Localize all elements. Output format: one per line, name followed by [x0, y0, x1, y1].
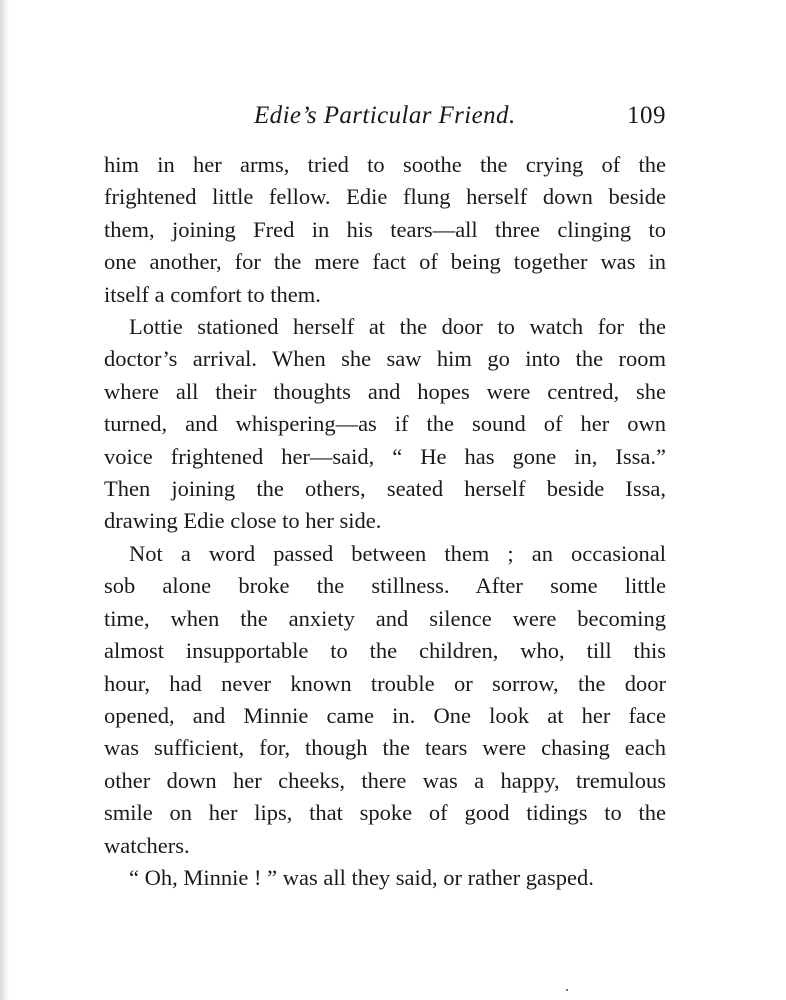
text-line: them, joining Fred in his tears—all three clinging to — [104, 216, 666, 242]
text-line: sob alone broke the stillness. After some little — [104, 573, 666, 599]
text-line: time, when the anxiety and silence were becoming — [104, 605, 666, 631]
text-line: opened, and Minnie came in. One look at her face — [104, 702, 666, 728]
text-line: smile on her lips, that spoke of good tidings to the — [104, 800, 666, 826]
text-line: itself a comfort to them. — [104, 281, 321, 307]
print-speck — [566, 989, 568, 991]
text-line: watchers. — [104, 832, 190, 858]
text-line: one another, for the mere fact of being together was in — [104, 249, 666, 275]
text-line: where all their thoughts and hopes were centred, she — [104, 378, 666, 404]
text-line: Then joining the others, seated herself beside Issa, — [104, 476, 666, 502]
running-title: Edie’s Particular Friend. — [254, 102, 516, 129]
text-line: “ Oh, Minnie ! ” was all they said, or rather gasped. — [129, 864, 594, 890]
text-line: Lottie stationed herself at the door to watch for the — [129, 314, 666, 340]
text-line: frightened little fellow. Edie flung herself down beside — [104, 184, 666, 210]
body-text — [104, 149, 666, 894]
page-edge-shadow — [0, 0, 9, 1000]
text-line: Not a word passed between them ; an occasional — [129, 540, 666, 566]
text-line: voice frightened her—said, “ He has gone in, Issa.” — [104, 443, 666, 469]
text-line: him in her arms, tried to soothe the crying of the — [104, 152, 666, 177]
text-line: drawing Edie close to her side. — [104, 508, 382, 534]
page-number: 109 — [627, 102, 666, 129]
text-line: hour, had never known trouble or sorrow, the door — [104, 670, 666, 696]
text-line: almost insupportable to the children, who, till this — [104, 638, 666, 664]
text-line: doctor’s arrival. When she saw him go into the room — [104, 346, 666, 372]
running-head — [104, 96, 666, 136]
text-line: other down her cheeks, there was a happy, tremulous — [104, 767, 666, 793]
text-line: turned, and whispering—as if the sound of her own — [104, 411, 666, 437]
text-line: was sufficient, for, though the tears were chasing each — [104, 735, 666, 761]
